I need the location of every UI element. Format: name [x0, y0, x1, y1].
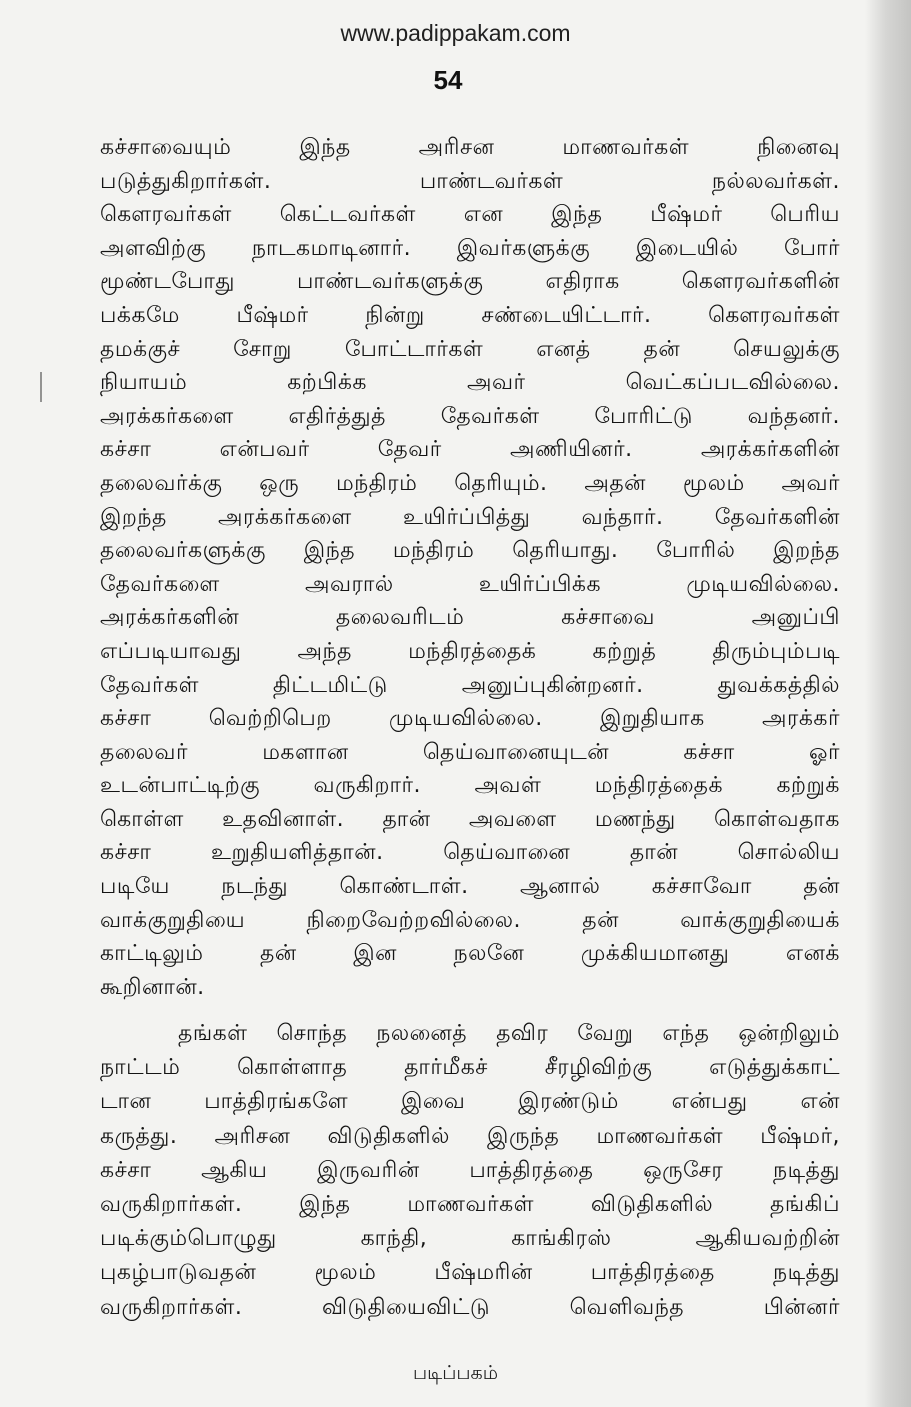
- text-line: வருகிறார்கள். விடுதியைவிட்டு வெளிவந்த பின்னர்: [100, 1294, 840, 1320]
- text-line: தங்கள் சொந்த நலனைத் தவிர வேறு எந்த ஒன்றிலும்: [178, 1021, 840, 1046]
- text-line: கௌரவர்கள் கெட்டவர்கள் என இந்த பீஷ்மர் பெரிய: [100, 202, 840, 228]
- text-line: தேவர்கள் திட்டமிட்டு அனுப்புகின்றனர். துவக்கத்தில்: [100, 672, 840, 698]
- text-line: நாட்டம் கொள்ளாத தார்மீகச் சீரழிவிற்கு எடுத்துக்காட்: [100, 1055, 840, 1081]
- text-line: கருத்து. அரிசன விடுதிகளில் இருந்த மாணவர்கள் பீஷ்மர்,: [100, 1123, 840, 1149]
- text-line: இறந்த அரக்கர்களை உயிர்ப்பித்து வந்தார். தேவர்களின்: [100, 504, 840, 530]
- footer-label: படிப்பகம்: [413, 1362, 498, 1384]
- site-url-header: www.padippakam.com: [340, 20, 571, 46]
- text-line: பக்கமே பீஷ்மர் நின்று சண்டையிட்டார். கௌரவர்கள்: [100, 302, 840, 328]
- paragraph-1: [100, 131, 840, 1004]
- text-line: டான பாத்திரங்களே இவை இரண்டும் என்பது என்: [100, 1089, 840, 1115]
- page-edge-shadow: [865, 0, 911, 1407]
- text-line: அளவிற்கு நாடகமாடினார். இவர்களுக்கு இடையில் போர்: [100, 235, 840, 261]
- text-line: மூண்டபோது பாண்டவர்களுக்கு எதிராக கௌரவர்களின்: [100, 269, 840, 295]
- text-line: கச்சா உறுதியளித்தான். தெய்வானை தான் சொல்லிய: [100, 840, 840, 866]
- text-line: உடன்பாட்டிற்கு வருகிறார். அவள் மந்திரத்தைக் கற்றுக்: [100, 773, 840, 799]
- text-line: எப்படியாவது அந்த மந்திரத்தைக் கற்றுத் திரும்பும்படி: [100, 638, 840, 664]
- text-line: அரக்கர்களின் தலைவரிடம் கச்சாவை அனுப்பி: [100, 605, 840, 631]
- text-line: காட்டிலும் தன் இன நலனே முக்கியமானது எனக்: [100, 941, 840, 967]
- text-line: நியாயம் கற்பிக்க அவர் வெட்கப்படவில்லை.: [100, 370, 840, 396]
- text-line: கச்சா வெற்றிபெற முடியவில்லை. இறுதியாக அரக்கர்: [100, 706, 840, 732]
- page-number: 54: [433, 65, 463, 95]
- text-line: புகழ்பாடுவதன் மூலம் பீஷ்மரின் பாத்திரத்தை நடித்து: [100, 1260, 840, 1286]
- text-line: அரக்கர்களை எதிர்த்துத் தேவர்கள் போரிட்டு வந்தனர்.: [100, 403, 840, 429]
- text-line: கூறினான்.: [100, 974, 205, 1000]
- text-line: கச்சா ஆகிய இருவரின் பாத்திரத்தை ஒருசேர நடித்து: [100, 1157, 840, 1183]
- text-line: தலைவர்களுக்கு இந்த மந்திரம் தெரியாது. போரில் இறந்த: [100, 538, 840, 564]
- text-line: வருகிறார்கள். இந்த மாணவர்கள் விடுதிகளில் தங்கிப்: [100, 1191, 840, 1217]
- text-line: தேவர்களை அவரால் உயிர்ப்பிக்க முடியவில்லை.: [100, 571, 840, 597]
- text-line: தமக்குச் சோறு போட்டார்கள் எனத் தன் செயலுக்கு: [100, 336, 840, 362]
- text-line: கச்சாவையும் இந்த அரிசன மாணவர்கள் நினைவு: [100, 135, 840, 160]
- scan-mark: [40, 372, 42, 402]
- text-line: படியே நடந்து கொண்டாள். ஆனால் கச்சாவோ தன்: [100, 874, 840, 900]
- text-line: கச்சா என்பவர் தேவர் அணியினர். அரக்கர்களின்: [100, 437, 840, 463]
- text-line: தலைவர்க்கு ஒரு மந்திரம் தெரியும். அதன் மூலம் அவர்: [100, 470, 840, 496]
- text-line: வாக்குறுதியை நிறைவேற்றவில்லை. தன் வாக்குறுதியைக்: [100, 907, 840, 933]
- text-line: படிக்கும்பொழுது காந்தி, காங்கிரஸ் ஆகியவற்றின்: [100, 1226, 840, 1252]
- paragraph-2: [100, 1017, 840, 1325]
- text-line: படுத்துகிறார்கள். பாண்டவர்கள் நல்லவர்கள்.: [100, 168, 840, 194]
- text-line: தலைவர் மகளான தெய்வானையுடன் கச்சா ஓர்: [100, 739, 840, 765]
- text-line: கொள்ள உதவினாள். தான் அவளை மணந்து கொள்வதாக: [100, 806, 840, 832]
